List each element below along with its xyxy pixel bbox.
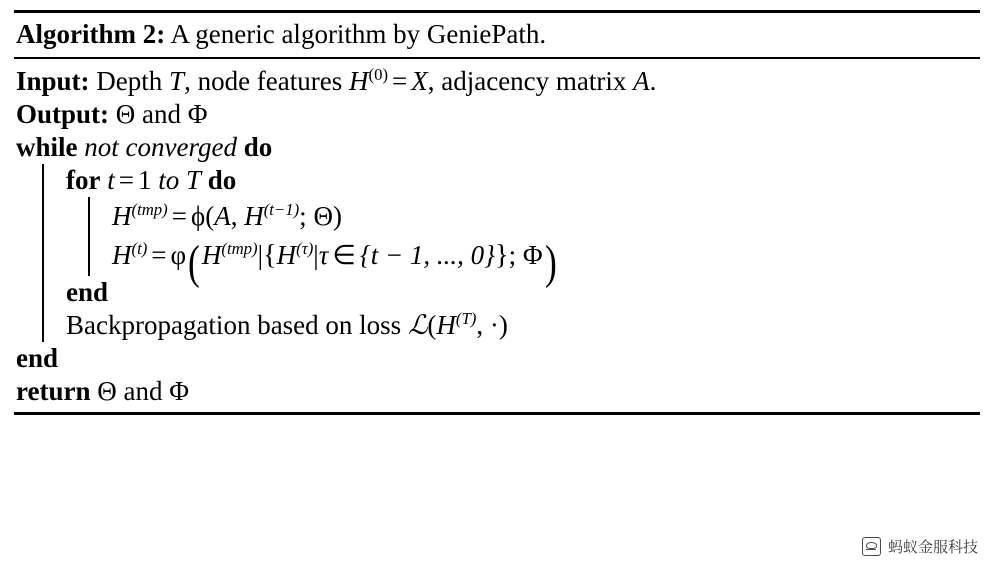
assign-t-lhs-sup: (t)	[131, 239, 148, 259]
assign-tmp-close: )	[332, 201, 342, 232]
while-line	[16, 131, 978, 164]
assign-tmp-arg-h: H	[244, 201, 264, 232]
assign-t-fn: φ	[170, 240, 187, 271]
assign-t-arg-tau-sup: (τ)	[296, 239, 314, 259]
return-phi: Φ	[169, 376, 189, 407]
input-line	[16, 65, 978, 98]
assign-tmp-comma: ,	[230, 201, 238, 232]
for-line	[66, 164, 978, 197]
backprop-open: (	[427, 310, 437, 341]
backprop-loss: ℒ	[407, 310, 428, 341]
for-keyword: for	[66, 165, 101, 196]
while-do: do	[243, 132, 273, 163]
assign-t-bar2: |	[313, 240, 319, 271]
assign-tmp-lhs-sup: (tmp)	[131, 200, 168, 220]
for-to: to	[158, 165, 180, 196]
assign-tmp-fn: ϕ	[190, 201, 206, 232]
assign-tmp-lhs: H	[112, 201, 132, 232]
output-line	[16, 98, 978, 131]
assign-t-set: {t − 1, ..., 0}	[359, 240, 495, 271]
assign-t-open-brace: {	[263, 240, 277, 272]
algorithm-block	[14, 10, 980, 415]
input-var-T: T	[169, 66, 185, 97]
assign-t-arg-tmp: H	[201, 240, 222, 271]
return-and: and	[123, 376, 163, 407]
input-text-2: , node features	[184, 66, 343, 97]
assign-tmp-eq: =	[171, 201, 187, 232]
assign-t-arg-tmp-sup: (tmp)	[221, 239, 258, 259]
algorithm-body	[14, 59, 980, 412]
algorithm-label: Algorithm 2:	[16, 19, 166, 49]
input-var-X: X	[411, 66, 428, 97]
output-theta: Θ	[115, 99, 136, 130]
output-keyword: Output:	[16, 99, 110, 130]
rule-bottom	[14, 412, 980, 415]
assign-t-in: ∈	[332, 240, 356, 271]
end-inner-keyword: end	[66, 277, 109, 308]
end-outer-keyword: end	[16, 343, 59, 374]
assign-t-lhs: H	[112, 240, 132, 271]
for-eq: =	[118, 165, 134, 196]
return-theta: Θ	[97, 376, 117, 407]
watermark-text: 蚂蚁金服科技	[887, 539, 978, 556]
assign-tmp-arg-a: A	[214, 201, 231, 232]
assign-t-tau: τ	[318, 240, 329, 271]
output-and: and	[142, 99, 182, 130]
while-condition: not converged	[84, 132, 237, 163]
backprop-close: )	[498, 310, 508, 341]
assign-tmp-theta: Θ	[313, 201, 333, 232]
while-keyword: while	[16, 132, 78, 163]
algorithm-title: A generic algorithm by GeniePath.	[170, 19, 547, 49]
while-body	[42, 164, 978, 342]
input-text-3: , adjacency matrix	[427, 66, 627, 97]
output-phi: Φ	[187, 99, 208, 130]
end-inner-line	[66, 276, 978, 309]
algorithm-caption	[14, 13, 980, 57]
input-h0-sup: (0)	[368, 65, 389, 85]
assign-t-arg-tau: H	[276, 240, 297, 271]
for-start: 1	[137, 165, 152, 196]
backprop-dot: ·	[489, 310, 499, 341]
for-body	[88, 197, 978, 290]
end-outer-line	[16, 342, 978, 375]
for-var-t: t	[107, 165, 115, 196]
input-period: .	[649, 66, 657, 97]
backprop-line	[66, 309, 978, 342]
input-h0: H	[349, 66, 369, 97]
backprop-comma: ,	[476, 310, 484, 341]
wechat-account-icon	[862, 537, 881, 556]
backprop-h-sup: (T)	[455, 309, 477, 329]
assign-t-semi: ;	[508, 240, 517, 271]
return-keyword: return	[16, 376, 91, 407]
watermark	[862, 536, 978, 557]
backprop-text: Backpropagation based on loss	[66, 310, 402, 341]
assign-t-eq: =	[151, 240, 167, 271]
assign-tmp-arg-h-sup: (t−1)	[263, 200, 300, 220]
input-keyword: Input:	[16, 66, 90, 97]
assign-t-line: $H^{(t)} = \varphi(H^{(tmp)}|\{H^{(\tau)}|\tau$ ∈ {t − 1, ..., 0}}; Φ)	[112, 237, 557, 290]
assign-t-close-brace: }	[494, 240, 509, 272]
assign-t-bar: |	[257, 240, 264, 271]
assign-tmp-line	[112, 197, 978, 236]
return-line	[16, 375, 978, 408]
for-do: do	[207, 165, 237, 196]
assign-tmp-open: (	[205, 201, 215, 232]
assign-t-phi: Φ	[522, 240, 543, 271]
input-eq: =	[392, 66, 408, 97]
for-end: T	[186, 165, 202, 196]
assign-tmp-semi: ;	[299, 201, 307, 232]
input-var-A: A	[633, 66, 650, 97]
input-text-1: Depth	[96, 66, 163, 97]
backprop-h: H	[436, 310, 456, 341]
